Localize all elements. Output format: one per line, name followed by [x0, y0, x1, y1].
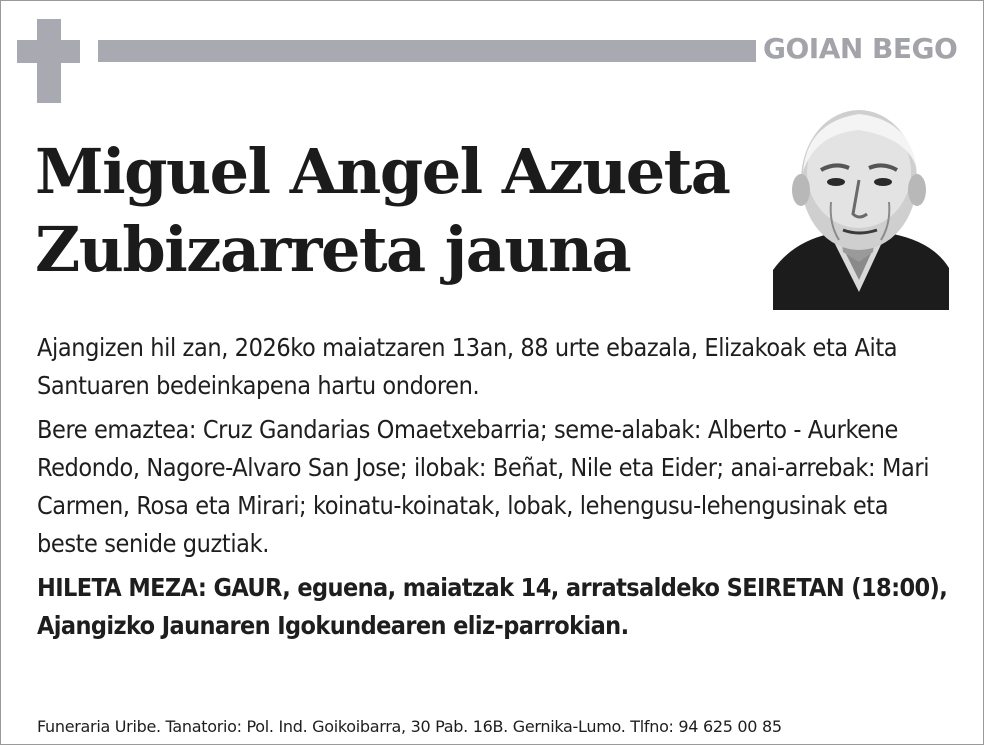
- funeral-mass-notice: HILETA MEZA: GAUR, eguena, maiatzak 14, arratsaldeko SEIRETAN (18:00), Ajangizko Jaunaren Igokundearen eliz-parrokian.: [37, 573, 948, 640]
- deceased-name: [35, 133, 755, 289]
- portrait-photo: [773, 102, 949, 310]
- header-label: GOIAN BEGO: [763, 32, 958, 65]
- death-announcement: Ajangizen hil zan, 2026ko maiatzaren 13an, 88 urte ebazala, Elizakoak eta Aita Santuaren bedeinkapena hartu ondoren.: [37, 333, 898, 400]
- name-line-2: Zubizarreta jauna: [35, 213, 631, 286]
- funeral-home-footer: Funeraria Uribe. Tanatorio: Pol. Ind. Goikoibarra, 30 Pab. 16B. Gernika-Lumo. Tlfno: 94 625 00 85: [37, 717, 782, 736]
- notice-body: [37, 329, 952, 651]
- cross-icon: [17, 19, 80, 103]
- header-rule: [98, 40, 756, 62]
- family-list: Bere emaztea: Cruz Gandarias Omaetxebarria; seme-alabak: Alberto - Aurkene Redondo, Nagore-Alvaro San Jose; ilobak: Beñat, Nile eta Eider; anai-arrebak: Mari Carmen, Rosa eta Mirari; koinatu-koinatak, lobak, lehengusu-lehengusinak eta beste senide guztiak.: [37, 415, 930, 558]
- name-line-1: Miguel Angel Azueta: [35, 135, 730, 208]
